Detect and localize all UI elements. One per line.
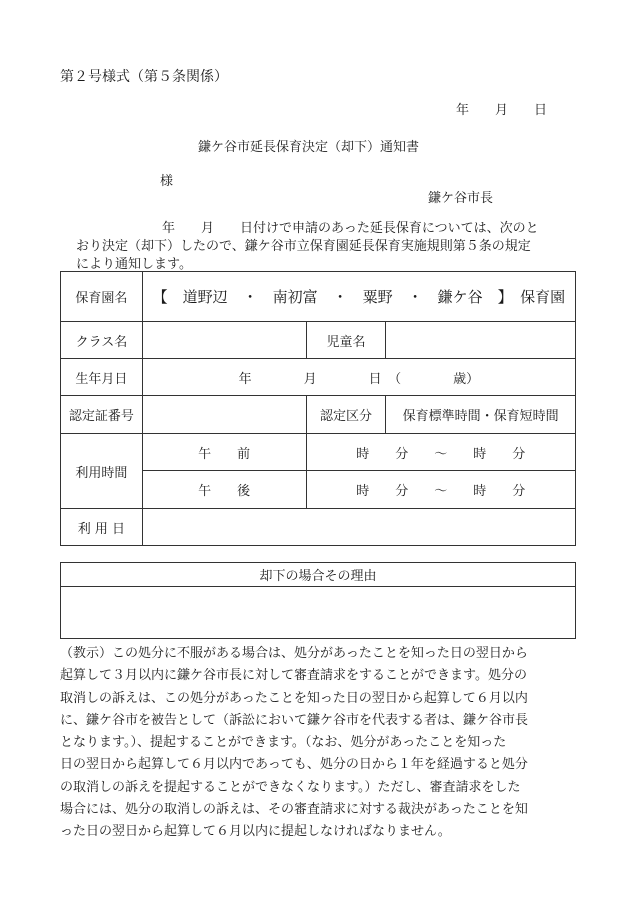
notice-line: の取消しの訴えを提起することができなくなります。）ただし、審査請求をした	[60, 779, 521, 795]
intro-line-2: おり決定（却下）したので、鎌ケ谷市立保育園延長保育実施規則第５条の規定	[76, 239, 531, 254]
am-label: 午 前	[142, 434, 306, 471]
date-line: 年 月 日	[456, 103, 548, 118]
pm-time-field[interactable]: 時 分 ～ 時 分	[306, 471, 575, 509]
pm-label: 午 後	[142, 471, 306, 509]
cert-category-options[interactable]: 保育標準時間・保育短時間	[386, 396, 576, 434]
notice-line: 日の翌日から起算して６月以内であっても、処分の日から１年を経過すると処分	[60, 757, 528, 773]
notice-line: （教示）この処分に不服がある場合は、処分があったことを知った日の翌日から	[60, 646, 528, 661]
usage-day-label: 利 用 日	[61, 509, 143, 546]
reason-table	[60, 562, 576, 639]
usage-time-label: 利用時間	[61, 434, 143, 509]
child-label: 児童名	[306, 322, 386, 359]
nursery-row	[61, 272, 576, 322]
birth-row	[61, 359, 576, 396]
notice-line: 起算して３月以内に鎌ケ谷市長に対して審査請求をすることができます。処分の	[60, 668, 527, 684]
birth-label: 生年月日	[61, 359, 143, 396]
notice-line: った日の翌日から起算して６月以内に提起しなければなりません。	[60, 824, 451, 840]
usage-day-row	[61, 509, 576, 546]
form-number: 第２号様式（第５条関係）	[60, 69, 228, 85]
document-title: 鎌ケ谷市延長保育決定（却下）通知書	[198, 140, 420, 155]
nursery-label: 保育園名	[61, 272, 143, 322]
addressee: 様	[160, 174, 174, 189]
cert-row	[61, 396, 576, 434]
usage-day-field[interactable]	[142, 509, 575, 546]
birth-field[interactable]: 年 月 日 （ 歳）	[142, 359, 575, 396]
cert-category-label: 認定区分	[306, 396, 386, 434]
class-row	[61, 322, 576, 359]
notice-line: となります。）、提起することができます。（なお、処分があったことを知った	[60, 735, 507, 751]
intro-line-1: 年 月 日付けで申請のあった延長保育については、次のと	[162, 221, 539, 236]
cert-label: 認定証番号	[61, 396, 143, 434]
intro-line-3: により通知します。	[76, 257, 192, 272]
appeal-notice	[60, 643, 580, 844]
notice-line: 場合には、処分の取消しの訴えは、その審査請求に対する裁決があったことを知	[60, 802, 528, 818]
application-table	[60, 271, 576, 546]
notice-line: 取消しの訴えは、この処分があったことを知った日の翌日から起算して６月以内	[60, 690, 528, 706]
notice-line: に、鎌ケ谷市を被告として（訴訟において鎌ケ谷市を代表する者は、鎌ケ谷市長	[60, 712, 529, 728]
nursery-value[interactable]: 【 道野辺 ・ 南初富 ・ 粟野 ・ 鎌ケ谷 】 保育園	[142, 272, 575, 322]
class-label: クラス名	[61, 322, 143, 359]
am-row	[61, 434, 576, 471]
issuer: 鎌ケ谷市長	[428, 191, 494, 206]
cert-field[interactable]	[142, 396, 306, 434]
reason-field[interactable]	[61, 587, 576, 639]
reason-header: 却下の場合その理由	[61, 563, 576, 587]
child-field[interactable]	[386, 322, 576, 359]
am-time-field[interactable]: 時 分 ～ 時 分	[306, 434, 575, 471]
class-field[interactable]	[142, 322, 306, 359]
